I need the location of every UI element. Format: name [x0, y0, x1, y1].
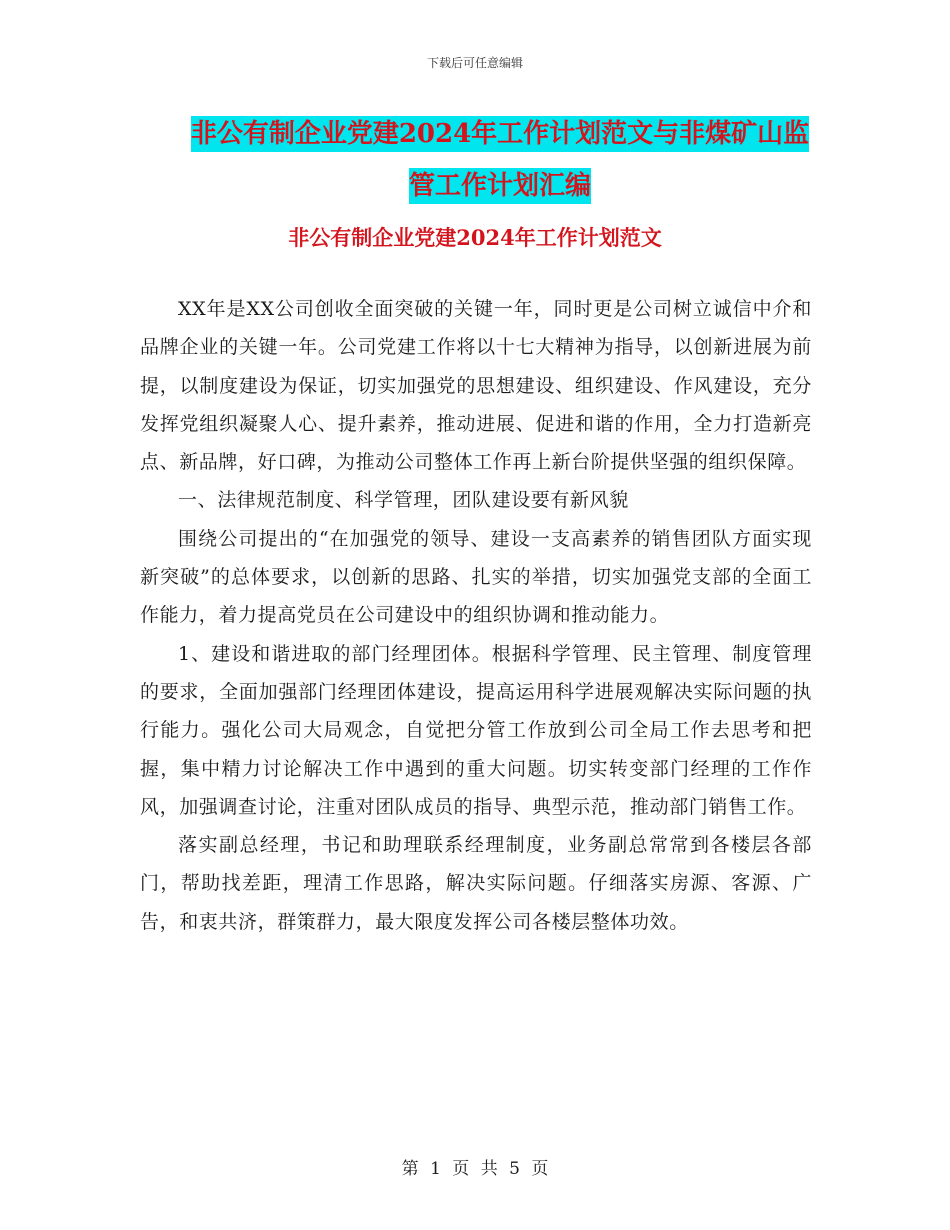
paragraph-implementation: 落实副总经理，书记和助理联系经理制度，业务副总常常到各楼层各部门，帮助找差距，理清工作思路，解决实际问题。仔细落实房源、客源、广告，和衷共济，群策群力，最大限度发挥公司各楼层整体功效。 — [140, 834, 812, 933]
document-main-title — [140, 108, 860, 212]
document-body — [140, 290, 812, 941]
main-title-line-2: 管工作计划汇编 — [409, 168, 591, 204]
main-title-line-1: 非公有制企业党建2024年工作计划范文与非煤矿山监 — [191, 116, 809, 152]
paragraph-intro: XX年是XX公司创收全面突破的关键一年，同时更是公司树立诚信中介和品牌企业的关键一年。公司党建工作将以十七大精神为指导，以创新进展为前提，以制度建设为保证，切实加强党的思想建设、组织建设、作风建设，充分发挥党组织凝聚人心、提升素养，推动进展、促进和谐的作用，全力打造新亮点、新品牌，好口碑，为推动公司整体工作再上新台阶提供坚强的组织保障。 — [140, 298, 812, 474]
paragraph-requirements: 围绕公司提出的“在加强党的领导、建设一支高素养的销售团队方面实现新突破”的总体要求，以创新的思路、扎实的举措，切实加强党支部的全面工作能力，着力提高党员在公司建设中的组织协调和推动能力。 — [140, 527, 812, 627]
section-title: 非公有制企业党建2024年工作计划范文 — [288, 225, 662, 250]
paragraph-heading-1: 一、法律规范制度、科学管理，团队建设要有新风貌 — [178, 489, 629, 512]
header-note: 下载后可任意编辑 — [426, 56, 523, 70]
page-footer: 第 1 页 共 5 页 — [401, 1159, 549, 1179]
paragraph-item-1: 1、建设和谐进取的部门经理团体。根据科学管理、民主管理、制度管理的要求，全面加强部门经理团体建设，提高运用科学进展观解决实际问题的执行能力。强化公司大局观念，自觉把分管工作放到公司全局工作去思考和把握，集中精力讨论解决工作中遇到的重大问题。切实转变部门经理的工作作风，加强调查讨论，注重对团队成员的指导、典型示范，推动部门销售工作。 — [140, 642, 812, 818]
